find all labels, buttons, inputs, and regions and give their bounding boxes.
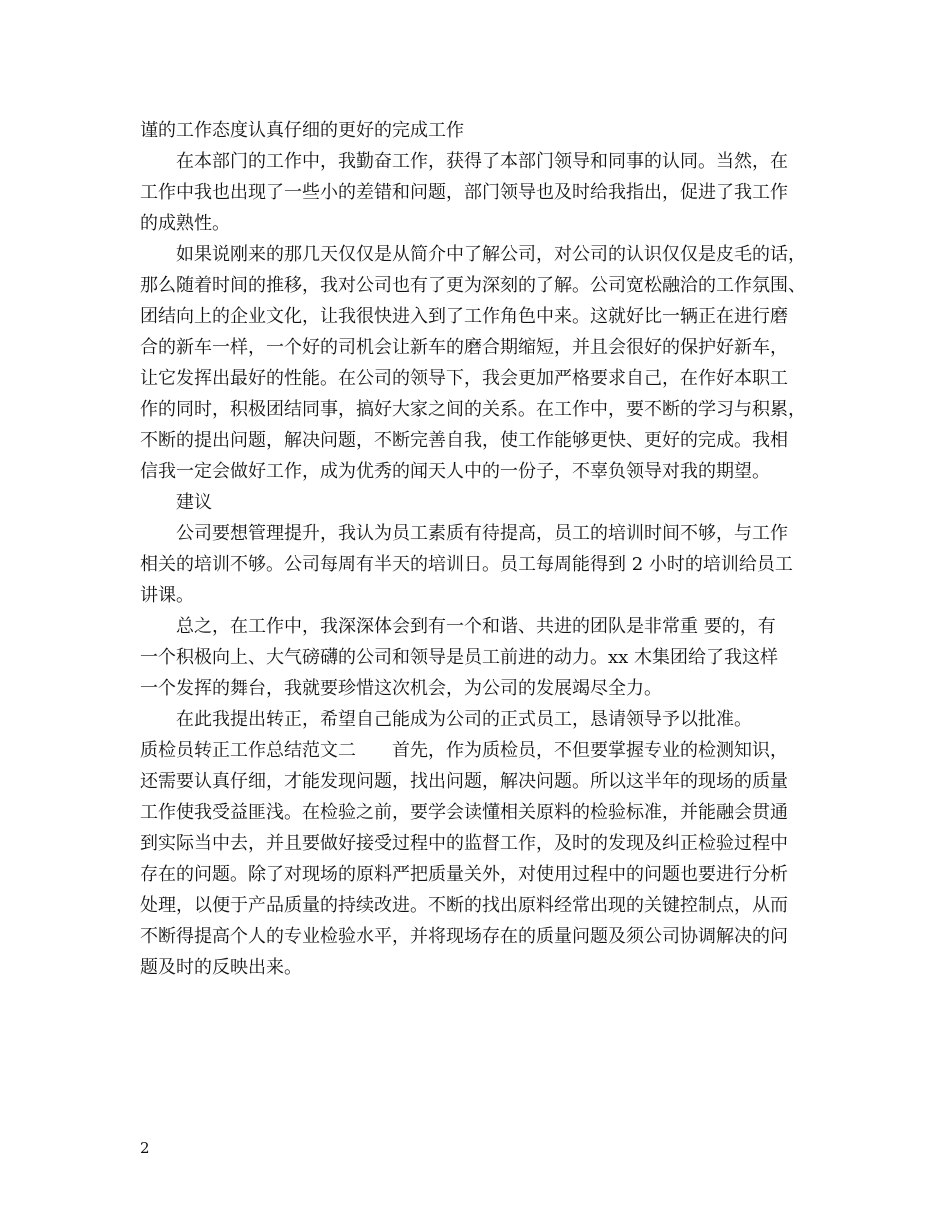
text-line: 存在的问题。除了对现场的原料严把质量关外，对使用过程中的问题也要进行分析 — [140, 864, 788, 885]
text-line: 谨的工作态度认真仔细的更好的完成工作 — [140, 120, 464, 141]
text-line: 题及时的反映出来。 — [140, 957, 302, 978]
text-line: 公司要想管理提升，我认为员工素质有待提高，员工的培训时间不够，与工作 — [176, 523, 788, 544]
text-line: 相关的培训不够。公司每周有半天的培训日。员工每周能得到 2 小时的培训给员工 — [140, 554, 793, 575]
text-line: 在本部门的工作中，我勤奋工作，获得了本部门领导和同事的认同。当然，在 — [176, 151, 788, 172]
text-line: 还需要认真仔细，才能发现问题，找出问题，解决问题。所以这半年的现场的质量 — [140, 771, 788, 792]
text-line: 总之，在工作中，我深深体会到有一个和谐、共进的团队是非常重 要的，有 — [176, 616, 776, 637]
text-line: 在此我提出转正，希望自己能成为公司的正式员工，恳请领导予以批准。 — [176, 709, 752, 730]
text-line: 作的同时，积极团结同事，搞好大家之间的关系。在工作中，要不断的学习与积累， — [140, 399, 806, 420]
text-line: 合的新车一样，一个好的司机会让新车的磨合期缩短，并且会很好的保护好新车， — [140, 337, 788, 358]
text-line: 工作中我也出现了一些小的差错和问题，部门领导也及时给我指出，促进了我工作 — [140, 182, 788, 203]
text-line: 信我一定会做好工作，成为优秀的闻天人中的一份子，不辜负领导对我的期望。 — [140, 461, 770, 482]
text-line: 质检员转正工作总结范文二 首先，作为质检员，不但要掌握专业的检测知识， — [140, 740, 788, 761]
text-line: 到实际当中去，并且要做好接受过程中的监督工作，及时的发现及纠正检验过程中 — [140, 833, 788, 854]
body-text — [140, 115, 820, 983]
text-line: 处理，以便于产品质量的持续改进。不断的找出原料经常出现的关键控制点，从而 — [140, 895, 788, 916]
text-line: 的成熟性。 — [140, 213, 230, 234]
text-line: 团结向上的企业文化，让我很快进入到了工作角色中来。这就好比一辆正在进行磨 — [140, 306, 788, 327]
text-line: 让它发挥出最好的性能。在公司的领导下，我会更加严格要求自己，在作好本职工 — [140, 368, 788, 389]
text-line: 工作使我受益匪浅。在检验之前，要学会读懂相关原料的检验标准，并能融会贯通 — [140, 802, 788, 823]
section-heading: 建议 — [176, 492, 212, 513]
text-line: 一个积极向上、大气磅礴的公司和领导是员工前进的动力。xx 木集团给了我这样 — [140, 647, 779, 668]
text-line: 如果说刚来的那几天仅仅是从简介中了解公司，对公司的认识仅仅是皮毛的话， — [176, 244, 806, 265]
text-line: 一个发挥的舞台，我就要珍惜这次机会，为公司的发展竭尽全力。 — [140, 678, 662, 699]
text-line: 讲课。 — [140, 585, 194, 606]
text-line: 不断的提出问题，解决问题，不断完善自我，使工作能够更快、更好的完成。我相 — [140, 430, 788, 451]
page-number: 2 — [140, 1139, 150, 1157]
text-line: 不断得提高个人的专业检验水平，并将现场存在的质量问题及须公司协调解决的问 — [140, 926, 788, 947]
text-line: 那么随着时间的推移，我对公司也有了更为深刻的了解。公司宽松融洽的工作氛围、 — [140, 275, 806, 296]
